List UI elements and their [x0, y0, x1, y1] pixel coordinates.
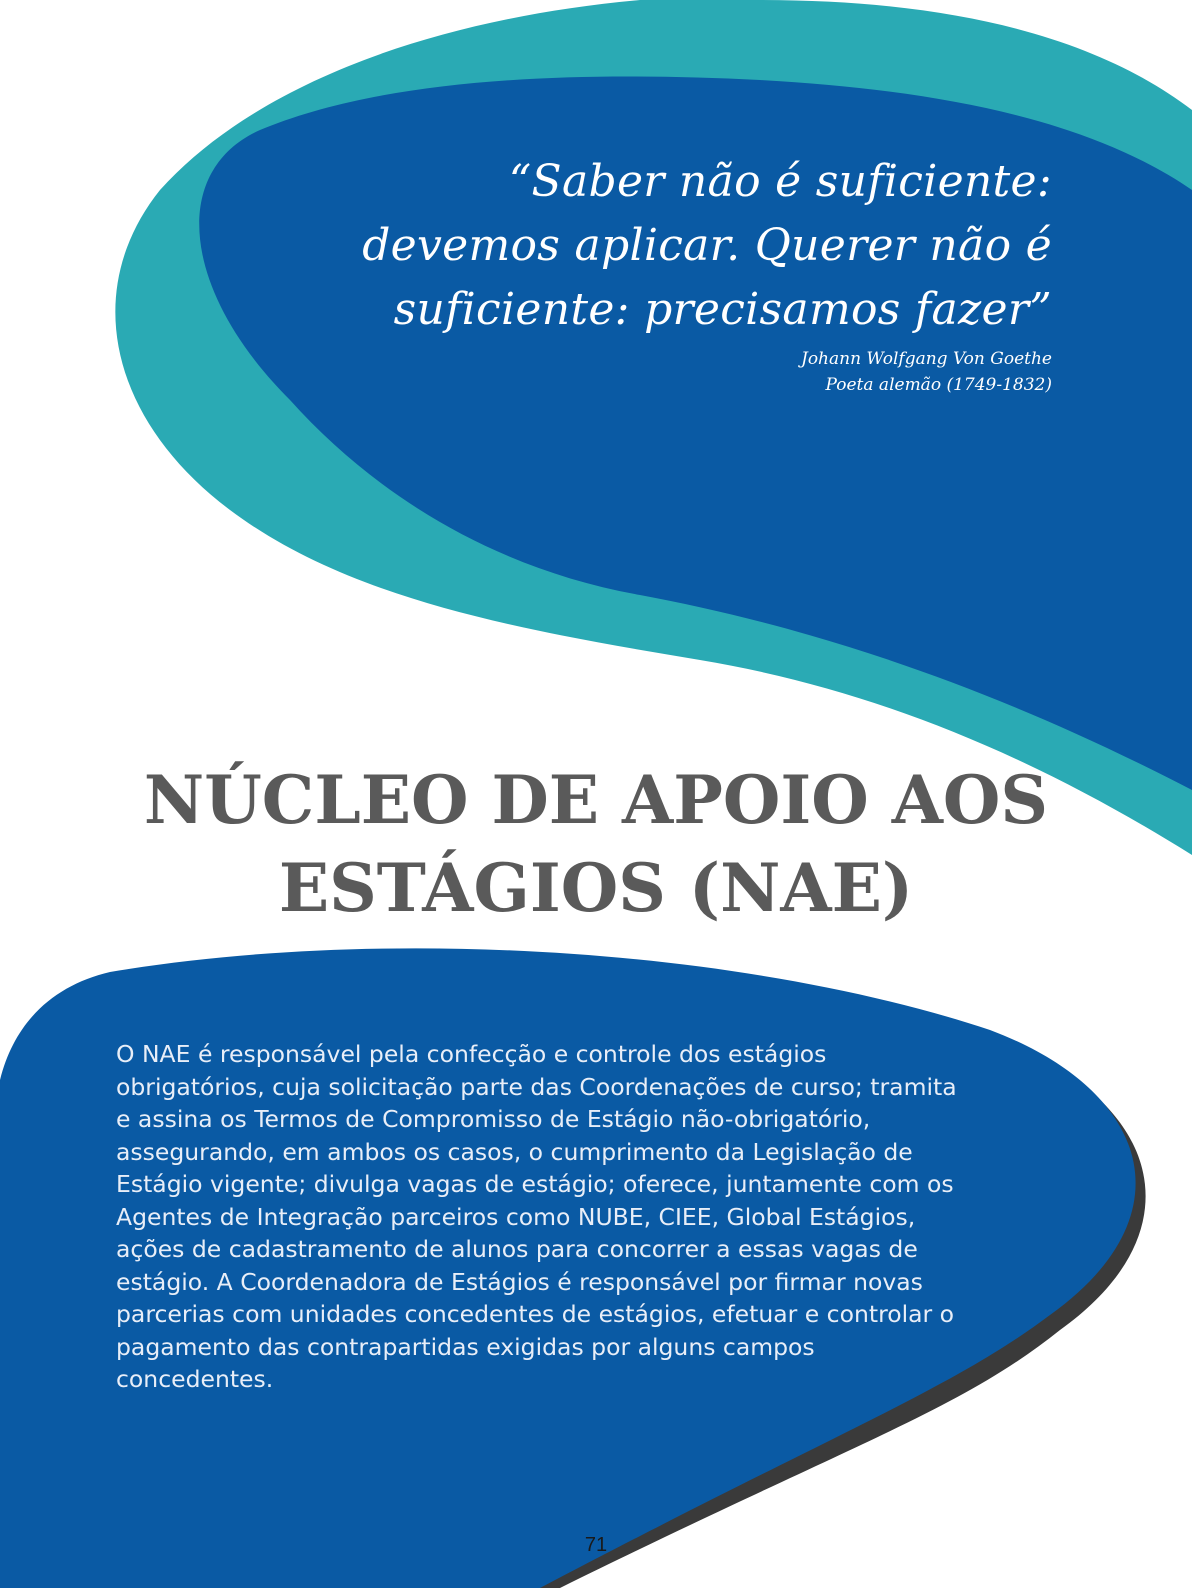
page-title-line: NÚCLEO DE APOIO AOS: [143, 761, 1049, 839]
quote-line: devemos aplicar. Querer não é: [362, 220, 1052, 271]
body-paragraph: O NAE é responsável pela confecção e controle dos estágios obrigatórios, cuja solicitação parte das Coordenações de curso; tramita e assina os Termos de Compromisso de Estágio não-obrigatório, assegurando, em ambos os casos, o cumprimento da Legislação de Estágio vigente; divulga vagas de estágio; oferece, juntamente com os Agentes de Integração parceiros como NUBE, CIEE, Global Estágios, ações de cadastramento de alunos para concorrer a essas vagas de estágio. A Coordenadora de Estágios é responsável por firmar novas parcerias com unidades concedentes de estágios, efetuar e controlar o pagamento das contrapartidas exigidas por alguns campos concedentes.: [116, 1040, 957, 1393]
quote-line: “Saber não é suficiente:: [508, 156, 1052, 207]
quote-line: suficiente: precisamos fazer”: [393, 284, 1052, 335]
page-number: 71: [584, 1534, 608, 1556]
page-title-line: ESTÁGIOS (NAE): [278, 849, 914, 927]
quote-attribution: [552, 346, 1052, 398]
quote-block: [332, 150, 1052, 342]
page-title: [0, 756, 1192, 932]
quote-author: Johann Wolfgang Von Goethe: [801, 349, 1052, 369]
quote-author-description: Poeta alemão (1749-1832): [825, 375, 1052, 395]
